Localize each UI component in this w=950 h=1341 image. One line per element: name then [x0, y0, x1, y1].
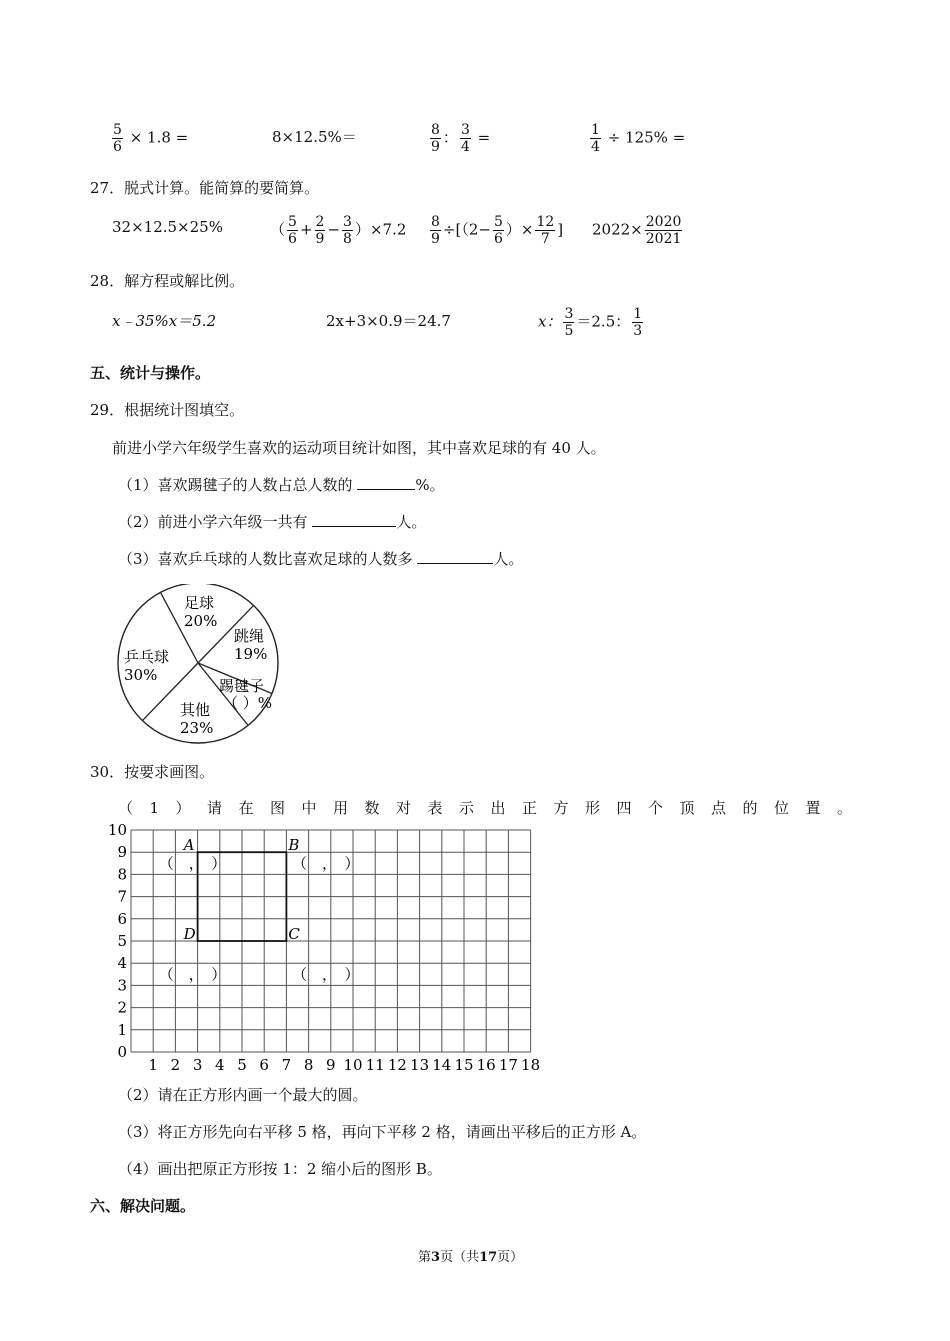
q29-sub-3: （3）喜欢乒乓球的人数比喜欢足球的人数多 人。	[118, 550, 524, 568]
x-tick-label: 7	[281, 1056, 292, 1074]
y-tick-label: 1	[117, 1020, 127, 1039]
slice-label-football: 足球	[184, 594, 215, 612]
slice-label-other: 其他	[180, 701, 211, 719]
section-6-heading: 六、解决问题。	[90, 1197, 196, 1215]
y-tick-label: 7	[117, 887, 127, 906]
x-tick-label: 16	[476, 1056, 496, 1074]
q28-eq-3: x： $\frac{3}{5}$ ＝2.5： $\frac{1}{3}$	[538, 306, 643, 339]
x-tick-label: 10	[343, 1056, 363, 1074]
y-tick-label: 6	[117, 909, 127, 928]
vertex-label-B: B	[288, 836, 300, 855]
vertex-label-A: A	[183, 836, 195, 855]
x-tick-label: 3	[192, 1056, 203, 1074]
q28-eq-2: 2x+3×0.9＝24.7	[326, 312, 451, 330]
oral-item-2: 8×12.5%＝	[272, 128, 357, 146]
slice-label-rope: 跳绳	[234, 627, 265, 645]
y-tick-label: 10	[107, 821, 127, 839]
oral-item-1: $\frac{5}{6}$ × 1.8 =	[113, 122, 189, 155]
vertex-coord-blank[interactable]: （ ， ）	[291, 854, 360, 873]
section-5-heading: 五、统计与操作。	[90, 364, 211, 382]
vertex-label-C: C	[288, 925, 300, 943]
page-footer: 第3页（共17页）	[418, 1250, 524, 1265]
x-tick-label: 11	[365, 1056, 385, 1074]
slice-label-pingpong: 乒乓球	[124, 648, 170, 666]
q28-eq-1: x﹣35%x＝5.2	[112, 312, 217, 330]
q29-title: 29．根据统计图填空。	[90, 401, 245, 419]
q30-sub-1: （1）请在图中用数对表示出正方形四个顶点的位置。	[118, 799, 869, 817]
q30-sub-4: （4）画出把原正方形按 1：2 缩小后的图形 B。	[118, 1160, 442, 1178]
slice-label-shuttlecock: 踢毽子	[219, 677, 265, 695]
slice-value-other: 23%	[180, 719, 214, 737]
q27-expr-4: 2022× $\frac{2020}{2021}$	[592, 214, 682, 247]
x-tick-label: 14	[432, 1056, 452, 1074]
vertex-label-D: D	[183, 925, 196, 943]
y-tick-label: 9	[117, 843, 127, 862]
q29-sub-1: （1）喜欢踢毽子的人数占总人数的 %。	[118, 476, 445, 494]
x-tick-label: 17	[498, 1056, 518, 1074]
x-tick-label: 2	[170, 1056, 181, 1074]
y-tick-label: 5	[117, 932, 127, 950]
y-tick-label: 8	[117, 865, 127, 884]
pie-chart	[112, 584, 287, 744]
q27-expr-3: $\frac{8}{9}$ ÷[（2− $\frac{5}{6}$ ）× $\frac{12}{7}$ ]	[431, 214, 564, 247]
q27-expr-1: 32×12.5×25%	[112, 218, 223, 236]
slice-value-rope: 19%	[234, 645, 268, 663]
y-tick-label: 0	[117, 1043, 127, 1061]
q27-expr-2: （ $\frac{5}{6}$ + $\frac{2}{9}$ − $\frac{3}{8}$ ）×7.2	[270, 214, 407, 247]
x-tick-label: 6	[259, 1056, 269, 1074]
vertex-coord-blank[interactable]: （ ， ）	[291, 965, 360, 984]
fraction: $\frac{5}{6}$	[113, 122, 122, 155]
q30-title: 30．按要求画图。	[90, 763, 215, 781]
x-tick-label: 18	[521, 1056, 541, 1074]
y-tick-label: 3	[117, 976, 127, 995]
x-tick-label: 9	[326, 1056, 336, 1074]
y-tick-label: 4	[117, 954, 127, 973]
coordinate-grid	[100, 820, 560, 1080]
answer-blank[interactable]	[357, 475, 415, 490]
x-tick-label: 8	[303, 1056, 314, 1074]
q27-title: 27．脱式计算。能简算的要简算。	[90, 179, 320, 197]
x-tick-label: 1	[148, 1056, 158, 1074]
x-tick-label: 12	[387, 1056, 407, 1074]
x-tick-label: 5	[237, 1056, 247, 1074]
q29-intro: 前进小学六年级学生喜欢的运动项目统计如图，其中喜欢足球的有 40 人。	[112, 439, 606, 457]
vertex-coord-blank[interactable]: （ ， ）	[158, 854, 227, 873]
q30-sub-2: （2）请在正方形内画一个最大的圆。	[118, 1086, 368, 1104]
x-tick-label: 15	[454, 1056, 474, 1074]
oral-item-3: $\frac{8}{9}$ ： $\frac{3}{4}$ =	[431, 122, 491, 155]
slice-value-shuttlecock: （ ）%	[223, 694, 273, 712]
answer-blank[interactable]	[312, 512, 396, 527]
q28-title: 28．解方程或解比例。	[90, 272, 245, 290]
x-tick-label: 13	[410, 1056, 430, 1074]
y-tick-label: 2	[117, 998, 127, 1017]
q30-sub-3: （3）将正方形先向右平移 5 格，再向下平移 2 格，请画出平移后的正方形 A。	[118, 1123, 647, 1141]
slice-value-pingpong: 30%	[124, 666, 158, 684]
q29-sub-2: （2）前进小学六年级一共有 人。	[118, 513, 427, 531]
answer-blank[interactable]	[417, 549, 493, 564]
x-tick-label: 4	[215, 1056, 225, 1074]
slice-value-football: 20%	[184, 612, 218, 630]
vertex-coord-blank[interactable]: （ ， ）	[158, 965, 227, 984]
oral-item-4: $\frac{1}{4}$ ÷ 125% =	[591, 122, 686, 155]
